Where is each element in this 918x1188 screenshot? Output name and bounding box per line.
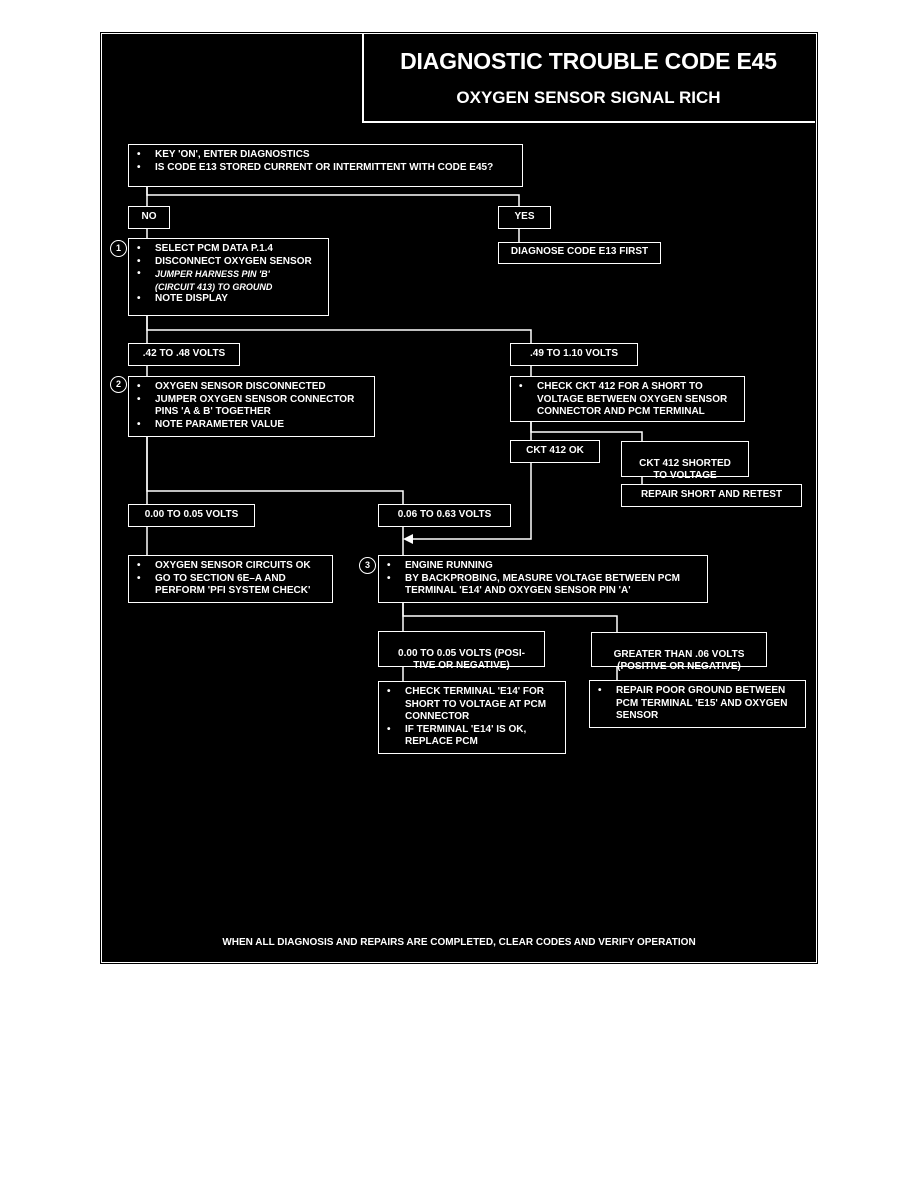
repair-ground-item: • REPAIR POOR GROUND BETWEEN PCM TERMINAL 'E15' AND OXYGEN SENSOR (596, 685, 799, 723)
step-3-item: • BY BACKPROBING, MEASURE VOLTAGE BETWEEN PCM TERMINAL 'E14' AND OXYGEN SENSOR PIN 'A' (385, 573, 701, 598)
connector-step3-high (403, 603, 617, 632)
start-item: • IS CODE E13 STORED CURRENT OR INTERMITTENT WITH CODE E45? (135, 162, 516, 175)
check-e14-item: • IF TERMINAL 'E14' IS OK, REPLACE PCM (385, 724, 559, 749)
step-1-box (128, 238, 329, 316)
connector-step1-high (147, 316, 531, 343)
ckt412-ok-box (510, 440, 600, 463)
start-item: • KEY 'ON', ENTER DIAGNOSTICS (135, 149, 516, 162)
step-3-marker: 3 (359, 557, 376, 574)
no-label: NO (141, 211, 157, 222)
step-3-item: • ENGINE RUNNING (385, 560, 701, 573)
yes-box (498, 206, 551, 229)
step-1-item: • SELECT PCM DATA P.1.4 (135, 243, 322, 256)
step-1-item: • DISCONNECT OXYGEN SENSOR (135, 256, 322, 269)
repair-ground-box (589, 680, 806, 728)
footer-note: WHEN ALL DIAGNOSIS AND REPAIRS ARE COMPLETED, CLEAR CODES AND VERIFY OPERATION (222, 937, 696, 948)
range-000-005-label: 0.00 TO 0.05 VOLTS (144, 509, 239, 520)
range-low-posneg-box (378, 631, 545, 671)
page-subtitle: OXYGEN SENSOR SIGNAL RICH (456, 88, 721, 107)
range-low-posneg-label: 0.00 TO 0.05 VOLTS (POSI- TIVE OR NEGATIVE) (398, 648, 525, 671)
step-2-item: • OXYGEN SENSOR DISCONNECTED (135, 381, 368, 394)
step-2-item: • JUMPER OXYGEN SENSOR CONNECTOR PINS 'A & B' TOGETHER (135, 394, 368, 419)
range-000-005-box (128, 504, 255, 527)
step-1-item: • NOTE DISPLAY (135, 293, 322, 306)
check-ckt412-item: • CHECK CKT 412 FOR A SHORT TO VOLTAGE BETWEEN OXYGEN SENSOR CONNECTOR AND PCM TERMINAL (517, 381, 738, 419)
step-3-box (378, 555, 708, 603)
range-006-063-box (378, 504, 511, 527)
step-2-box (128, 376, 375, 437)
diagnose-e13-label: DIAGNOSE CODE E13 FIRST (510, 246, 649, 257)
no-box (128, 206, 170, 229)
range-42-48-label: .42 TO .48 VOLTS (142, 348, 226, 359)
repair-short-box (621, 484, 802, 507)
range-42-48-box (128, 343, 240, 366)
check-ckt412-box (510, 376, 745, 422)
connector-ok-step3 (411, 463, 531, 539)
ckt412-ok-label: CKT 412 OK (526, 445, 584, 456)
range-49-110-box (510, 343, 638, 366)
circuits-ok-box (128, 555, 333, 603)
range-gt-006-box (591, 632, 767, 672)
step-1-marker: 1 (110, 240, 127, 257)
range-49-110-label: .49 TO 1.10 VOLTS (530, 348, 618, 359)
check-e14-box (378, 681, 566, 754)
connector-check-shorted (531, 422, 642, 441)
ckt412-shorted-box (621, 441, 749, 481)
start-box (128, 144, 523, 187)
connector-start-yes (147, 187, 519, 206)
range-006-063-label: 0.06 TO 0.63 VOLTS (397, 509, 492, 520)
check-e14-item: • CHECK TERMINAL 'E14' FOR SHORT TO VOLTAGE AT PCM CONNECTOR (385, 686, 559, 724)
step-2-marker: 2 (110, 376, 127, 393)
connector-step2-mid (147, 437, 403, 504)
range-gt-006-label: GREATER THAN .06 VOLTS (POSITIVE OR NEGATIVE) (613, 649, 745, 672)
yes-label: YES (514, 211, 535, 222)
step-2-item: • NOTE PARAMETER VALUE (135, 419, 368, 432)
step-1-item: • JUMPER HARNESS PIN 'B' (CIRCUIT 413) TO GROUND (135, 268, 322, 293)
ckt412-shorted-label: CKT 412 SHORTED TO VOLTAGE (639, 458, 731, 481)
diagnose-e13-box (498, 242, 661, 264)
page-title: DIAGNOSTIC TROUBLE CODE E45 (400, 48, 777, 74)
circuits-ok-item: • OXYGEN SENSOR CIRCUITS OK (135, 560, 326, 573)
arrowhead-icon (403, 534, 413, 544)
circuits-ok-item: • GO TO SECTION 6E–A AND PERFORM 'PFI SYSTEM CHECK' (135, 573, 326, 598)
repair-short-label: REPAIR SHORT AND RETEST (640, 489, 783, 500)
